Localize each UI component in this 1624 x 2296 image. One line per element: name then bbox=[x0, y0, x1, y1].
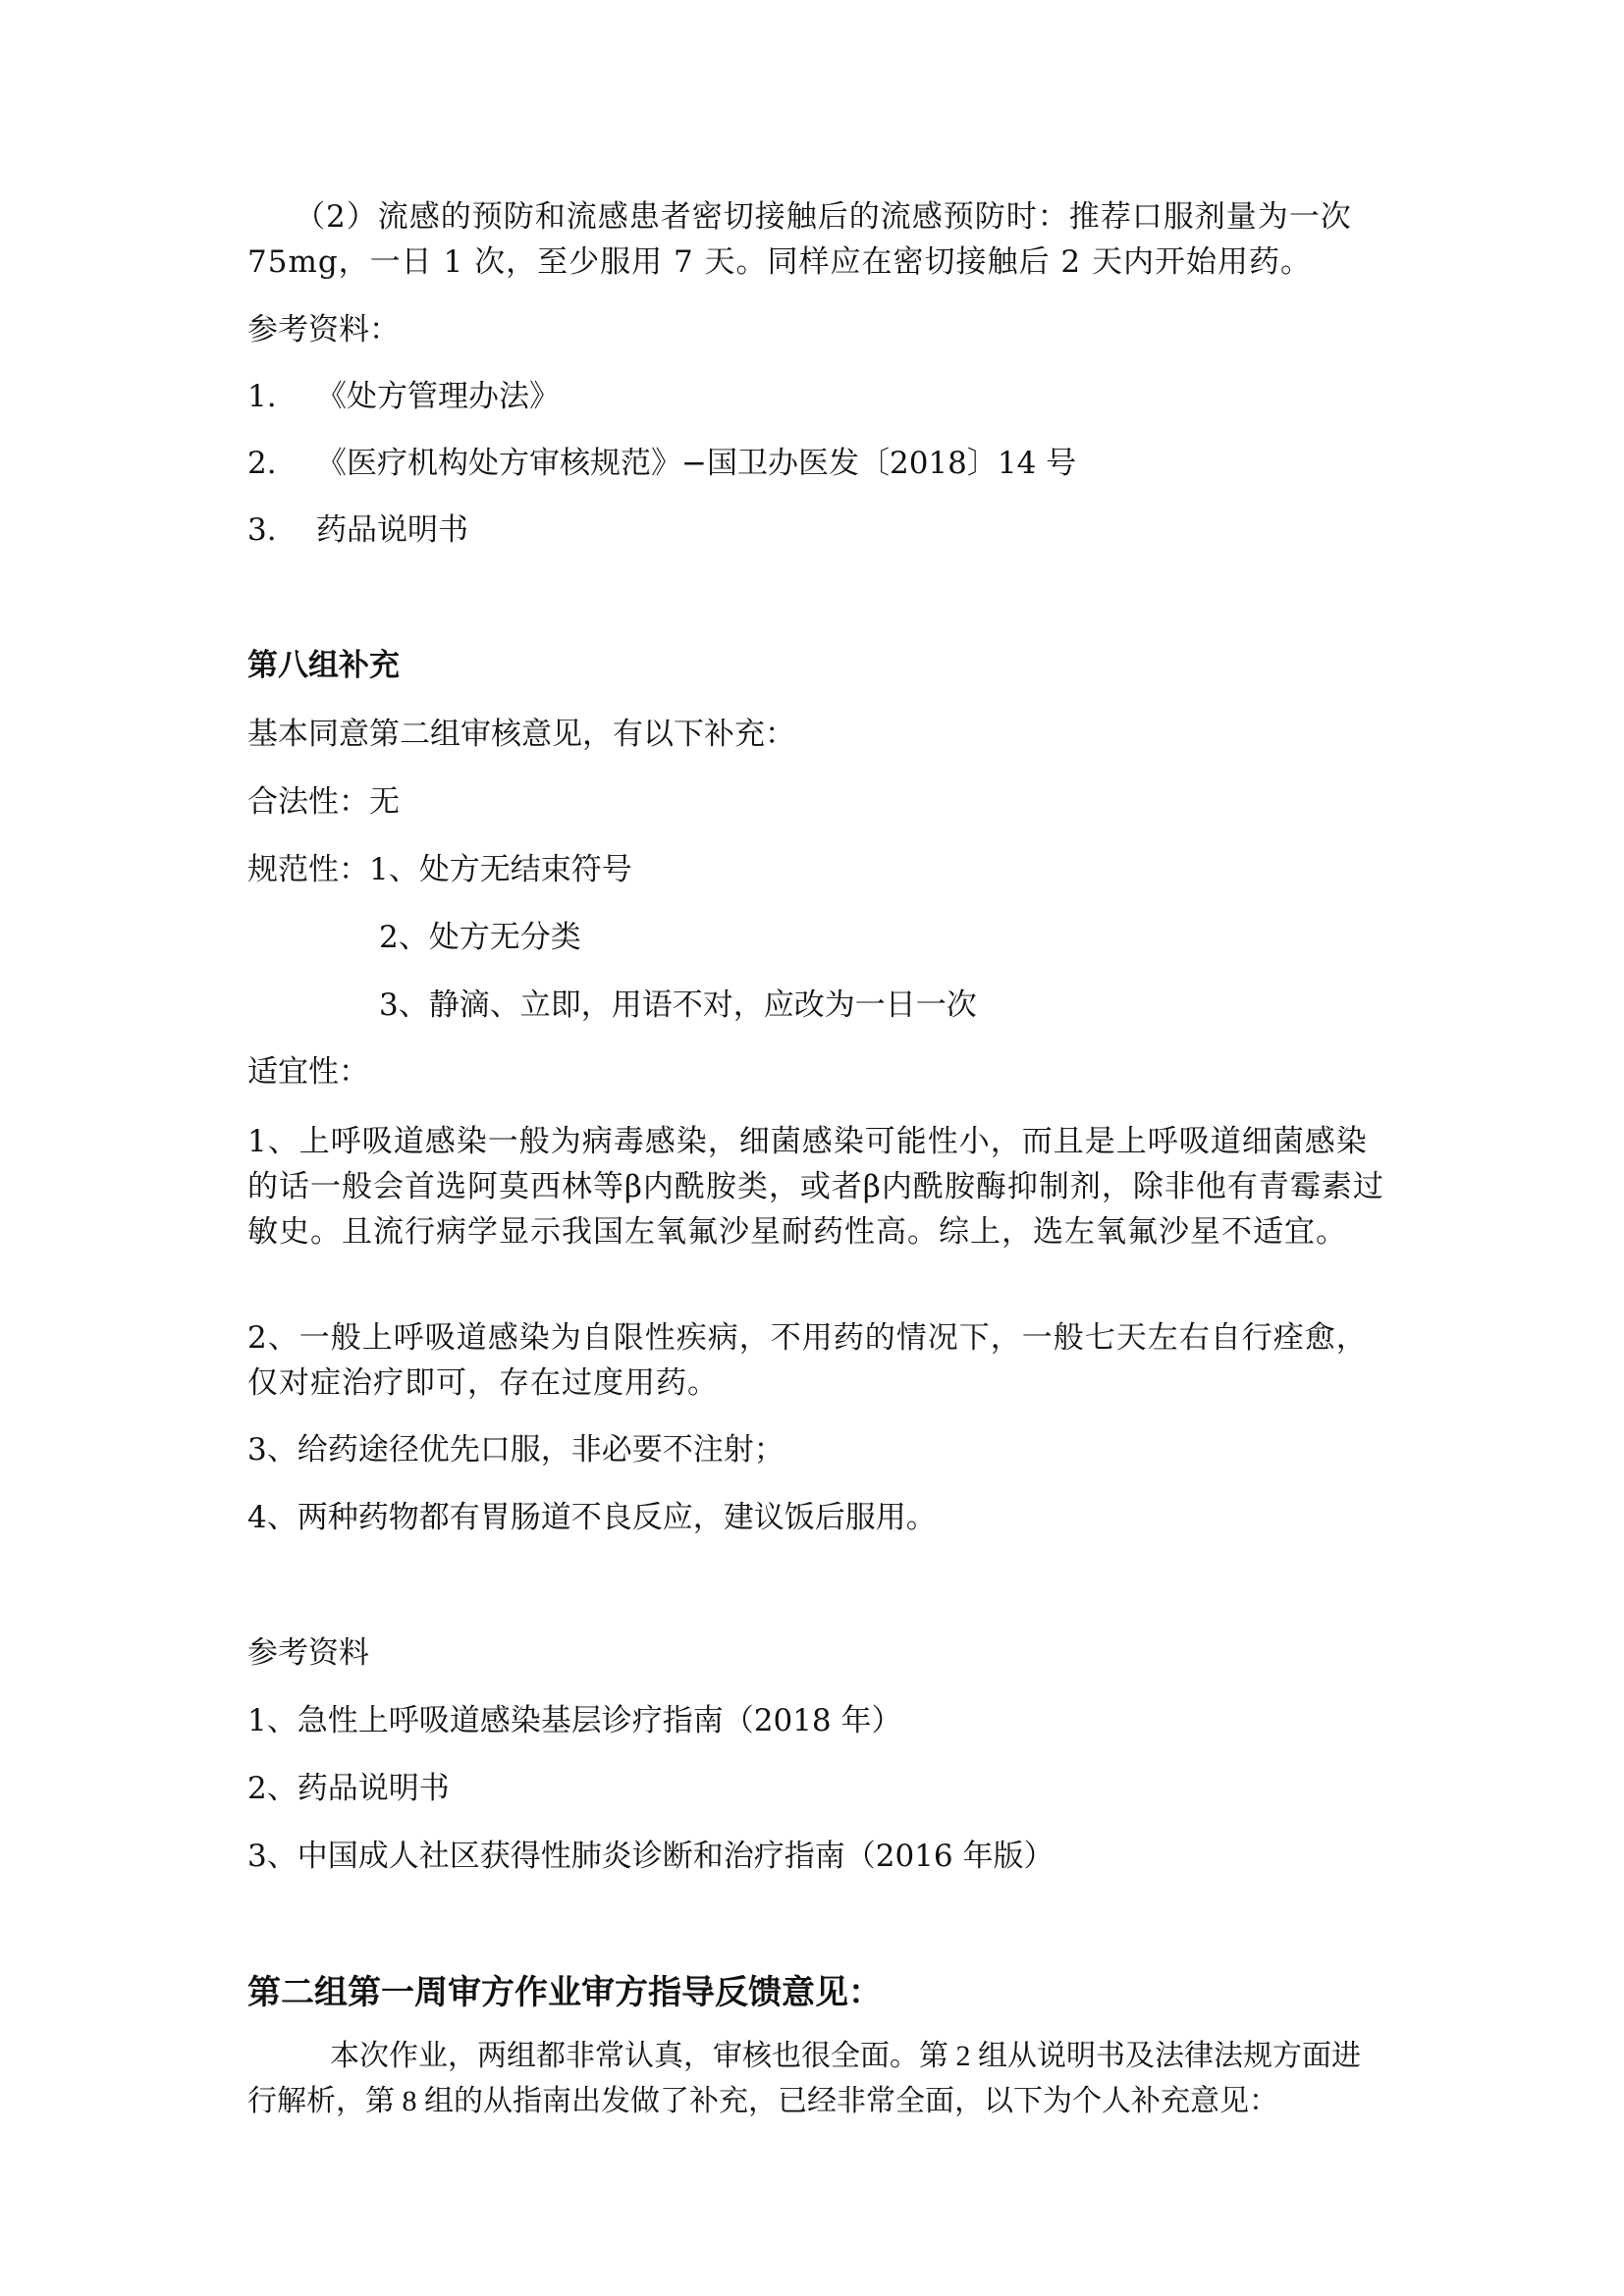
suitability-item: 4、两种药物都有胃肠道不良反应，建议饭后服用。 bbox=[247, 1500, 937, 1535]
group8-reference-item: 2、药品说明书 bbox=[247, 1771, 450, 1806]
suitability-item: 2、一般上呼吸道感染为自限性疾病，不用药的情况下，一般七天左右自行痊愈，仅对症治疗即可，存在过度用药。 bbox=[247, 1320, 1368, 1401]
reference-text: 药品说明书 bbox=[316, 512, 468, 548]
legality-line: 合法性：无 bbox=[247, 784, 400, 820]
reference-number: 3. bbox=[247, 512, 277, 548]
norm-item: 规范性：1、处方无结束符号 bbox=[247, 852, 632, 887]
group8-reference-item: 3、中国成人社区获得性肺炎诊断和治疗指南（2016 年版） bbox=[247, 1839, 1055, 1874]
flu-prevention-paragraph: （2）流感的预防和流感患者密切接触后的流感预防时：推荐口服剂量为一次75mg，一日 1 次，至少服用 7 天。同样应在密切接触后 2 天内开始用药。 bbox=[247, 199, 1352, 280]
feedback-heading: 第二组第一周审方作业审方指导反馈意见： bbox=[247, 1973, 882, 2012]
reference-text: 《医疗机构处方审核规范》−国卫办医发〔2018〕14 号 bbox=[316, 446, 1077, 481]
suitability-item: 1、上呼吸道感染一般为病毒感染，细菌感染可能性小，而且是上呼吸道细菌感染的话一般会首选阿莫西林等β内酰胺类，或者β内酰胺酶抑制剂，除非他有青霉素过敏史。且流行病学显示我国左氧氟沙星耐药性高。综上，选左氧氟沙星不适宜。 bbox=[247, 1124, 1384, 1250]
reference-text: 《处方管理办法》 bbox=[316, 379, 560, 414]
suitability-item: 3、给药途径优先口服，非必要不注射； bbox=[247, 1432, 785, 1468]
reference-number: 1. bbox=[247, 379, 277, 414]
group8-intro: 基本同意第二组审核意见，有以下补充： bbox=[247, 717, 795, 752]
norm-item: 2、处方无分类 bbox=[379, 920, 581, 955]
norm-item: 3、静滴、立即，用语不对，应改为一日一次 bbox=[379, 988, 977, 1023]
reference-item bbox=[247, 510, 468, 550]
group8-heading: 第八组补充 bbox=[247, 648, 400, 683]
group8-reference-item: 1、急性上呼吸道感染基层诊疗指南（2018 年） bbox=[247, 1703, 902, 1738]
reference-item bbox=[247, 444, 1076, 483]
references-title: 参考资料： bbox=[247, 312, 400, 347]
group8-references-title: 参考资料 bbox=[247, 1635, 369, 1671]
reference-number: 2. bbox=[247, 446, 277, 481]
reference-item bbox=[247, 377, 560, 416]
feedback-paragraph: 本次作业，两组都非常认真，审核也很全面。第 2 组从说明书及法律法规方面进行解析，第 8 组的从指南出发做了补充，已经非常全面，以下为个人补充意见： bbox=[247, 2040, 1361, 2117]
suitability-title: 适宜性： bbox=[247, 1054, 369, 1090]
